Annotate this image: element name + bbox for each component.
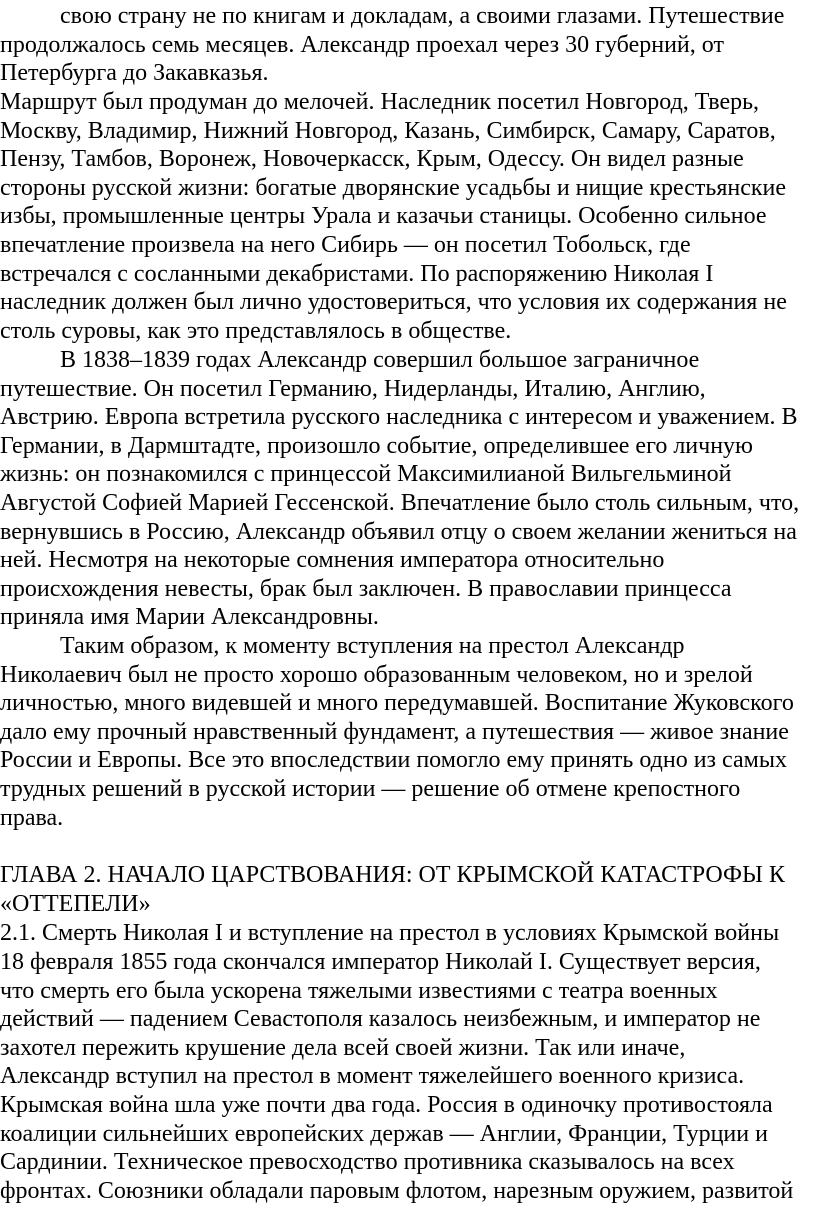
- text-line: России и Европы. Все это впоследствии помогло ему принять одно из самых: [0, 747, 787, 774]
- text-line: происхождения невесты, брак был заключен. В православии принцесса: [0, 575, 732, 602]
- text-line: путешествие. Он посетил Германию, Нидерланды, Италию, Англию,: [0, 375, 706, 402]
- text-line: коалиции сильнейших европейских держав — Англии, Франции, Турции и: [0, 1120, 768, 1147]
- text-line: что смерть его была ускорена тяжелыми известиями с театра военных: [0, 977, 718, 1004]
- section-heading: [0, 919, 779, 948]
- text-line: стороны русской жизни: богатые дворянские усадьбы и нищие крестьянские: [0, 174, 787, 201]
- text-line: Пензу, Тамбов, Воронеж, Новочеркасск, Крым, Одессу. Он видел разные: [0, 146, 744, 173]
- text-line: В 1838–1839 годах Александр совершил большое заграничное: [60, 347, 700, 373]
- text-line: права.: [0, 804, 64, 831]
- text-line: ней. Несмотря на некоторые сомнения императора относительно: [0, 547, 665, 574]
- text-line: дало ему прочный нравственный фундамент, а путешествия — живое знание: [0, 718, 789, 745]
- text-line: встречался с сосланными декабристами. По распоряжению Николая I: [0, 260, 714, 287]
- text-line: Германии, в Дармштадте, произошло событие, определившее его личную: [0, 432, 753, 459]
- text-line: «ОТТЕПЕЛИ»: [0, 890, 151, 917]
- text-line: Августой Софией Марией Гессенской. Впечатление было столь сильным, что,: [0, 489, 800, 516]
- text-line: Москву, Владимир, Нижний Новгород, Казань, Симбирск, Самару, Саратов,: [0, 117, 776, 144]
- text-line: 18 февраля 1855 года скончался император Николай I. Существует версия,: [0, 949, 761, 975]
- text-line: впечатление произвела на него Сибирь — он посетил Тобольск, где: [0, 231, 691, 258]
- text-line: личностью, много видевшей и много передумавшей. Воспитание Жуковского: [0, 690, 794, 717]
- paragraph-foreign-journey: [0, 346, 799, 632]
- text-line: жизнь: он познакомился с принцессой Максимилианой Вильгельминой: [0, 461, 732, 488]
- text-line: ГЛАВА 2. НАЧАЛО ЦАРСТВОВАНИЯ: ОТ КРЫМСКОЙ КАТАСТРОФЫ К: [0, 862, 785, 888]
- text-line: 2.1. Смерть Николая I и вступление на престол в условиях Крымской войны: [0, 920, 780, 946]
- paragraph-accession: [0, 948, 793, 1205]
- text-line: Таким образом, к моменту вступления на престол Александр: [60, 633, 685, 659]
- text-line: захотел пережить крушение дела всей своей жизни. Так или иначе,: [0, 1034, 686, 1061]
- text-line: действий — падением Севастополя казалось неизбежным, и император не: [0, 1006, 761, 1033]
- paragraph-journey-continued: [0, 2, 784, 88]
- text-line: столь суровы, как это представлялось в обществе.: [0, 317, 512, 344]
- text-line: наследник должен был лично удостовериться, что условия их содержания не: [0, 289, 787, 316]
- text-line: приняла имя Марии Александровны.: [0, 604, 379, 631]
- text-line: фронтах. Союзники обладали паровым флотом, нарезным оружием, развитой: [0, 1177, 794, 1204]
- text-line: Александр вступил на престол в момент тяжелейшего военного кризиса.: [0, 1063, 745, 1090]
- text-line: Сардинии. Техническое превосходство противника сказывалось на всех: [0, 1149, 735, 1176]
- text-line: Крымская война шла уже почти два года. Россия в одиночку противостояла: [0, 1091, 773, 1118]
- paragraph-route: [0, 88, 787, 345]
- text-line: Маршрут был продуман до мелочей. Наследник посетил Новгород, Тверь,: [0, 89, 760, 115]
- text-line: Николаевич был не просто хорошо образованным человеком, но и зрелой: [0, 661, 753, 688]
- text-line: вернувшись в Россию, Александр объявил отцу о своем желании жениться на: [0, 518, 797, 545]
- text-line: трудных решений в русской истории — решение об отмене крепостного: [0, 775, 741, 802]
- text-line: Петербурга до Закавказья.: [0, 60, 269, 87]
- text-line: Австрию. Европа встретила русского наследника с интересом и уважением. В: [0, 404, 798, 431]
- paragraph-summary: [0, 632, 794, 832]
- chapter-heading: [0, 861, 785, 918]
- text-line: продолжалось семь месяцев. Александр проехал через 30 губерний, от: [0, 31, 724, 58]
- text-line: свою страну не по книгам и докладам, а своими глазами. Путешествие: [60, 3, 785, 29]
- text-line: избы, промышленные центры Урала и казачьи станицы. Особенно сильное: [0, 203, 767, 230]
